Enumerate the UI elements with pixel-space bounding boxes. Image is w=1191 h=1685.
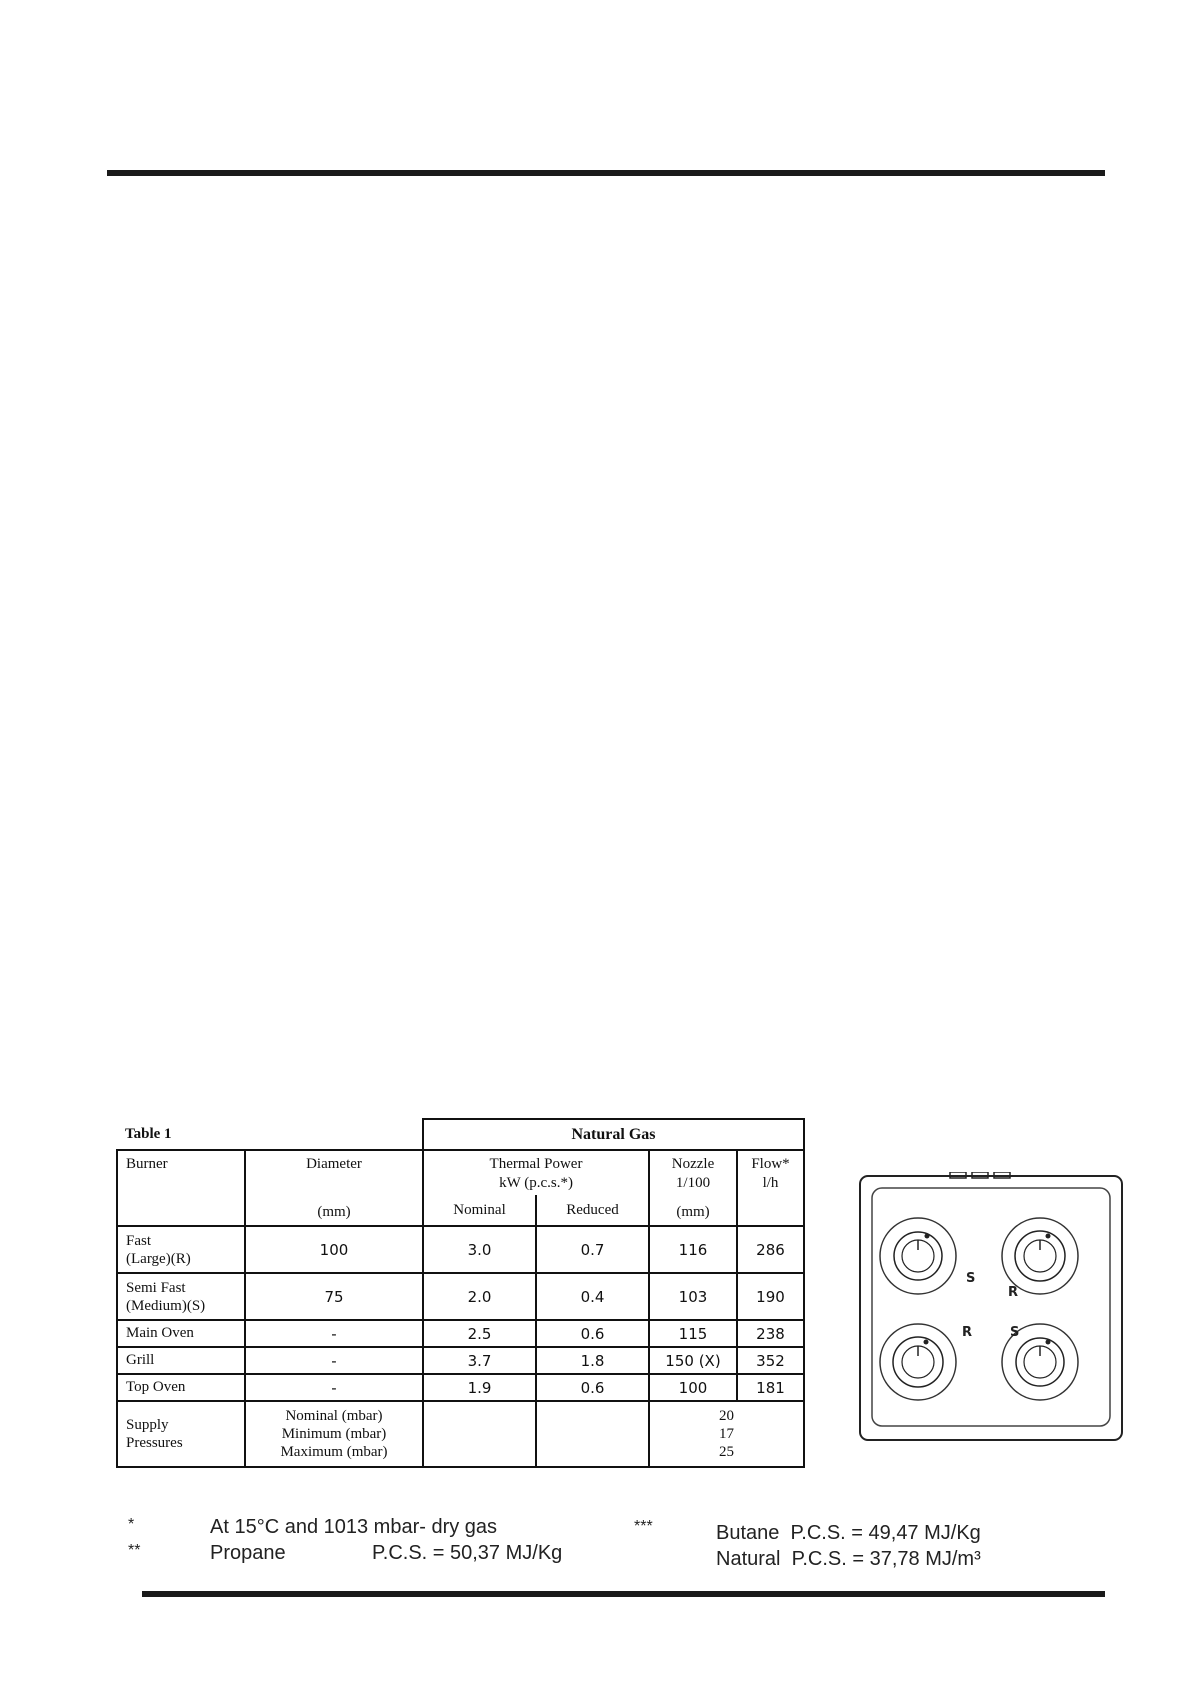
- header-nozzle: Nozzle 1/100 (mm): [649, 1150, 737, 1226]
- burner-top-left-icon: [880, 1218, 956, 1294]
- table-title: Table 1: [125, 1125, 172, 1142]
- footnote-text-3a: Butane P.C.S. = 49,47 MJ/Kg: [716, 1522, 981, 1544]
- table-row: Grill - 3.7 1.8 150 (X) 352: [117, 1347, 804, 1374]
- header-reduced: Reduced: [566, 1202, 619, 1218]
- burner-label-top-left: S: [966, 1271, 976, 1286]
- bottom-rule: [142, 1591, 1105, 1597]
- header-nominal: Nominal: [453, 1202, 506, 1218]
- header-burner: Burner: [117, 1150, 245, 1226]
- header-thermal-power: Thermal Power kW (p.c.s.*) Nominal Reduced: [423, 1150, 649, 1226]
- footnote-mark-1: *: [128, 1516, 135, 1533]
- burner-top-right-icon: [1002, 1218, 1078, 1294]
- footnote-mark-3: ***: [634, 1518, 653, 1535]
- top-rule: [107, 170, 1105, 176]
- header-diameter: Diameter (mm): [245, 1150, 423, 1226]
- hob-burner-layout-diagram: [858, 1172, 1126, 1444]
- burner-label-bottom-left: R: [962, 1325, 973, 1340]
- table-row: Semi Fast (Medium)(S) 75 2.0 0.4 103 190: [117, 1273, 804, 1320]
- burner-label-bottom-right: S: [1010, 1325, 1020, 1340]
- supply-pressures-row: Supply Pressures Nominal (mbar) Minimum (mbar) Maximum (mbar) 20 17 25: [117, 1401, 804, 1467]
- burner-label-top-right: R: [1008, 1285, 1019, 1300]
- table-row: Fast (Large)(R) 100 3.0 0.7 116 286: [117, 1226, 804, 1273]
- footnote-text-1: At 15°C and 1013 mbar- dry gas: [210, 1516, 498, 1538]
- gas-type-header: Natural Gas: [423, 1119, 804, 1150]
- footnote-text-3b: Natural P.C.S. = 37,78 MJ/m³: [716, 1548, 981, 1570]
- table-row: Top Oven - 1.9 0.6 100 181: [117, 1374, 804, 1401]
- footnote-text-2: Propane: [210, 1542, 286, 1564]
- table-row: Main Oven - 2.5 0.6 115 238: [117, 1320, 804, 1347]
- burner-bottom-left-icon: [880, 1324, 956, 1400]
- burner-spec-table: [116, 1118, 805, 1468]
- footnote-mark-2: **: [128, 1542, 141, 1559]
- footnote-value-2: P.C.S. = 50,37 MJ/Kg: [372, 1542, 563, 1564]
- header-flow: Flow* l/h: [737, 1150, 804, 1226]
